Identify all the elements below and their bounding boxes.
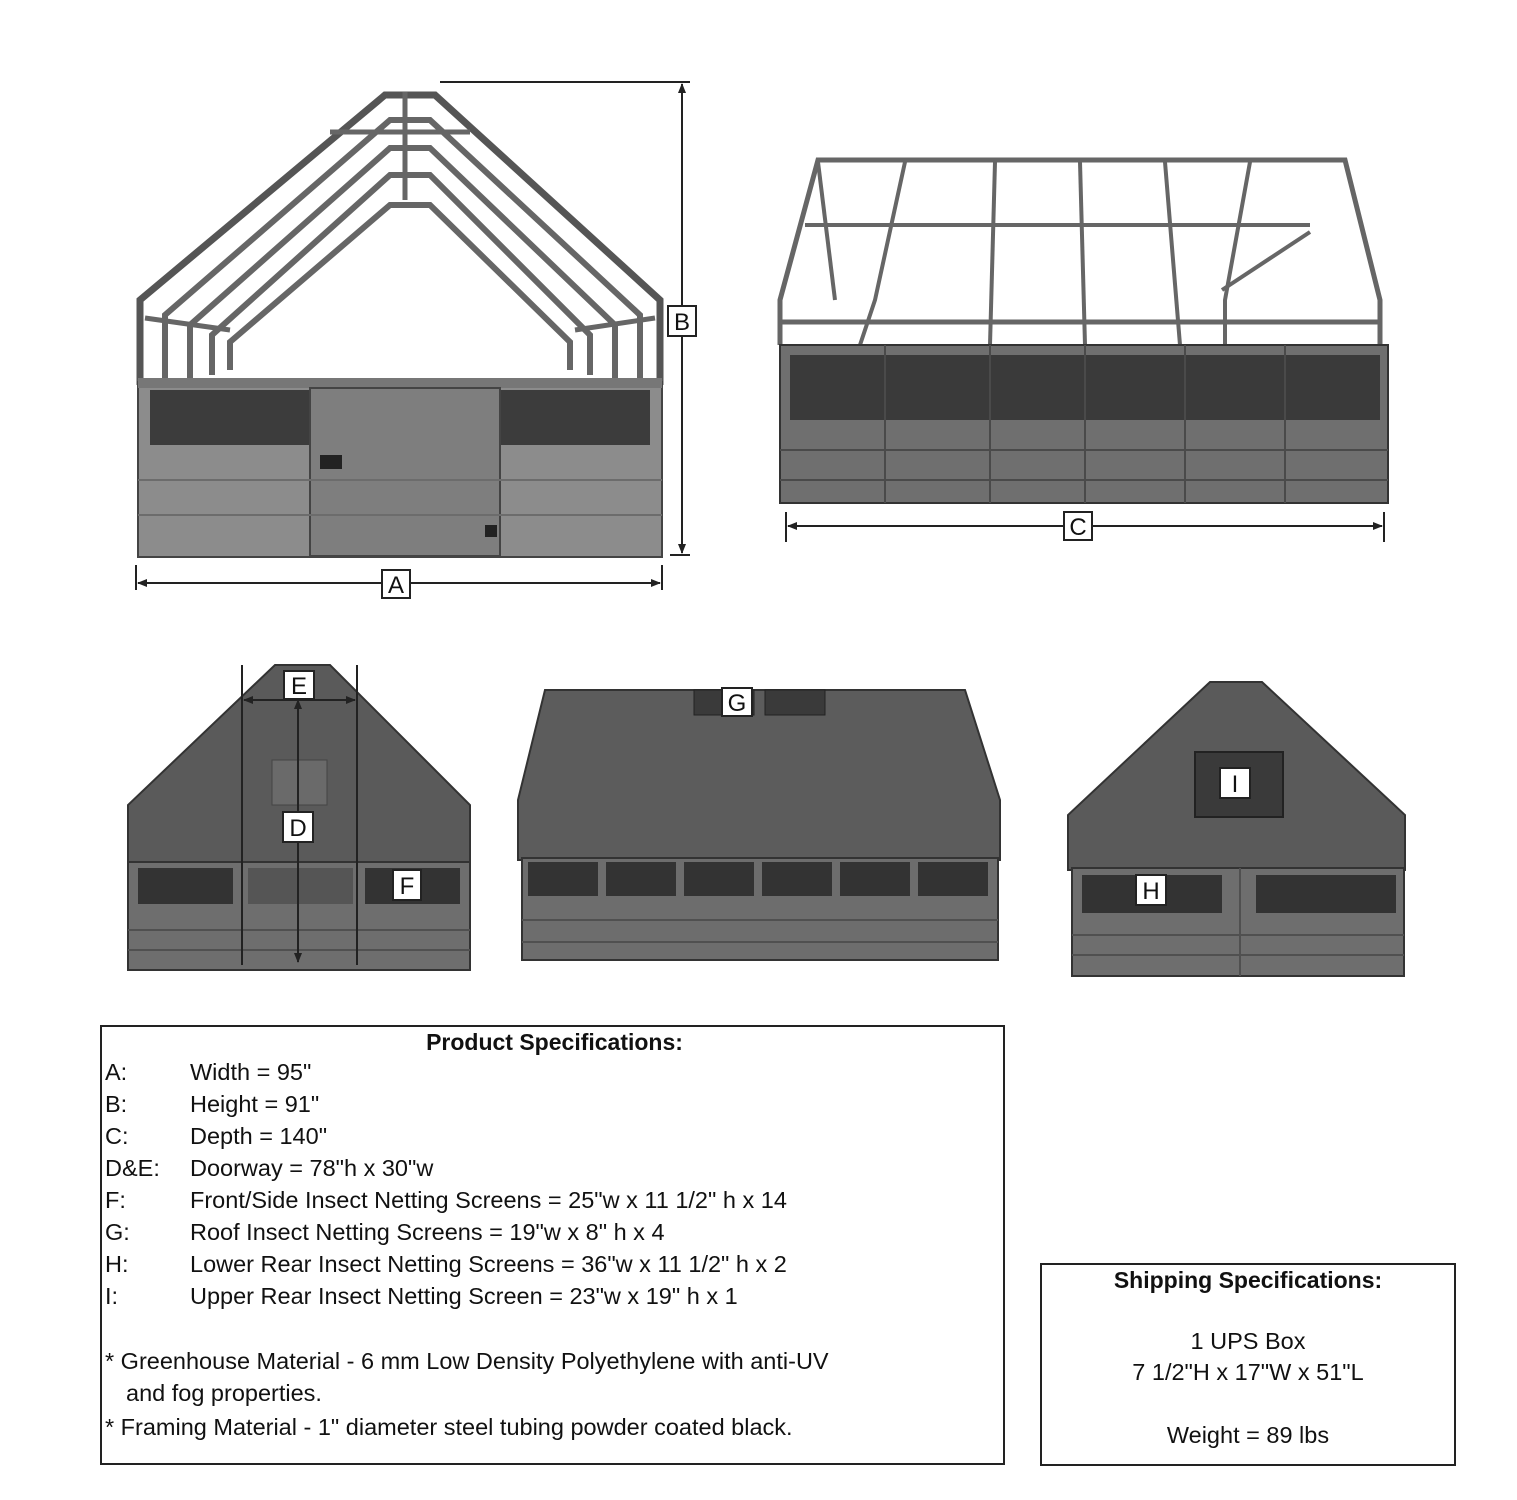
spec-value: Lower Rear Insect Netting Screens = 36"w x 11 1/2" h x 2: [190, 1251, 787, 1277]
spec-row-a: [105, 1059, 311, 1086]
spec-value: Upper Rear Insect Netting Screen = 23"w x 19" h x 1: [190, 1283, 738, 1309]
callout-e: E: [290, 673, 308, 700]
shipping-weight: Weight = 89 lbs: [1166, 1422, 1330, 1448]
shipping-specifications-box: [1040, 1263, 1456, 1466]
spec-value: Width = 95": [190, 1059, 312, 1085]
spec-key: F:: [105, 1187, 126, 1213]
callout-d: D: [289, 815, 307, 842]
spec-key: B:: [105, 1091, 128, 1117]
front-view-frame: [136, 82, 696, 599]
callout-i: I: [1231, 771, 1239, 798]
spec-row-c: [105, 1123, 327, 1150]
spec-row-g: [105, 1219, 665, 1246]
spec-key: C:: [105, 1123, 129, 1149]
side-view-frame: [780, 160, 1388, 542]
note-greenhouse-material: * Greenhouse Material - 6 mm Low Density Polyethylene with anti-UV: [105, 1348, 829, 1374]
rear-view-covered: [1068, 682, 1405, 976]
callout-f: F: [399, 873, 415, 900]
spec-key: I:: [105, 1283, 119, 1309]
spec-key: A:: [105, 1059, 128, 1085]
spec-key: H:: [105, 1251, 129, 1277]
product-specifications-title: Product Specifications:: [426, 1029, 683, 1055]
spec-value: Depth = 140": [190, 1123, 328, 1149]
spec-value: Roof Insect Netting Screens = 19"w x 8" h x 4: [190, 1219, 665, 1245]
spec-row-h: [105, 1251, 787, 1278]
product-specifications-box: [100, 1025, 1005, 1465]
spec-row-b: [105, 1091, 319, 1118]
spec-row-i: [105, 1283, 738, 1310]
spec-value: Height = 91": [190, 1091, 320, 1117]
side-view-covered: [518, 688, 1000, 960]
callout-g: G: [727, 690, 747, 717]
front-view-covered: [128, 665, 470, 970]
spec-value: Front/Side Insect Netting Screens = 25"w x 11 1/2" h x 14: [190, 1187, 787, 1213]
callout-h: H: [1142, 878, 1160, 905]
note-framing-material: * Framing Material - 1" diameter steel tubing powder coated black.: [105, 1414, 793, 1440]
spec-row-f: [105, 1187, 787, 1214]
spec-value: Doorway = 78"h x 30"w: [190, 1155, 434, 1181]
spec-key: G:: [105, 1219, 130, 1245]
callout-a: A: [387, 572, 405, 599]
shipping-box-dimensions: 7 1/2"H x 17"W x 51"L: [1132, 1359, 1364, 1385]
callout-b: B: [673, 309, 691, 336]
callout-c: C: [1069, 514, 1087, 541]
shipping-box-count: 1 UPS Box: [1190, 1328, 1306, 1354]
spec-key: D&E:: [105, 1155, 160, 1181]
spec-row-de: [105, 1155, 433, 1182]
shipping-specifications-title: Shipping Specifications:: [1113, 1267, 1383, 1293]
note-greenhouse-material-cont: and fog properties.: [126, 1380, 322, 1406]
